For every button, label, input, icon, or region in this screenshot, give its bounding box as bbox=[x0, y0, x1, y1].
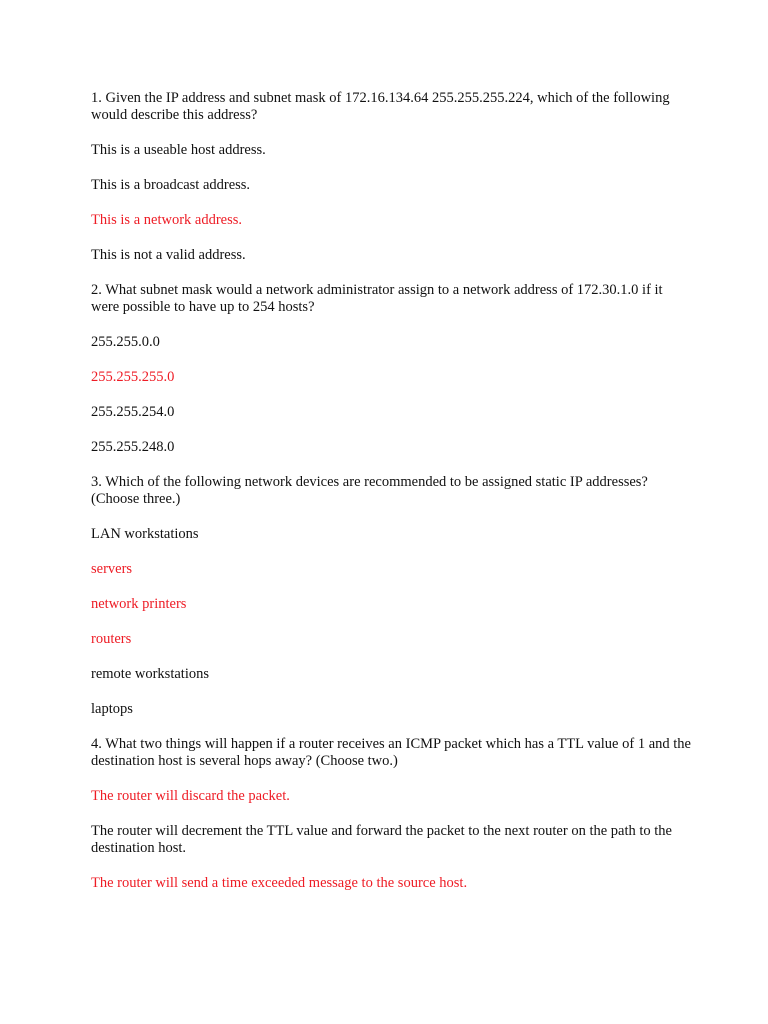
answer-option: 255.255.254.0 bbox=[91, 404, 175, 420]
question-text: 1. Given the IP address and subnet mask of 172.16.134.64 255.255.255.224, which of the following would describe this address? bbox=[91, 90, 670, 123]
answer-option: laptops bbox=[91, 701, 133, 717]
correct-answer-option: The router will send a time exceeded message to the source host. bbox=[91, 875, 468, 891]
question-block-2 bbox=[91, 282, 691, 456]
answer-option: This is a broadcast address. bbox=[91, 177, 251, 193]
correct-answer-option: The router will discard the packet. bbox=[91, 788, 290, 804]
question-block-1 bbox=[91, 90, 691, 264]
correct-answer-option: network printers bbox=[91, 596, 187, 612]
answer-option: This is not a valid address. bbox=[91, 247, 246, 263]
correct-answer-option: 255.255.255.0 bbox=[91, 369, 175, 385]
answer-option: remote workstations bbox=[91, 666, 209, 682]
question-block-4 bbox=[91, 736, 691, 892]
correct-answer-option: routers bbox=[91, 631, 132, 647]
document-page bbox=[91, 90, 691, 910]
answer-option: LAN workstations bbox=[91, 526, 199, 542]
question-block-3 bbox=[91, 474, 691, 718]
question-text: 3. Which of the following network devices are recommended to be assigned static IP addresses? (Choose three.) bbox=[91, 474, 648, 507]
correct-answer-option: This is a network address. bbox=[91, 212, 243, 228]
correct-answer-option: servers bbox=[91, 561, 133, 577]
answer-option: The router will decrement the TTL value and forward the packet to the next router on the path to the destination host. bbox=[91, 823, 672, 856]
answer-option: 255.255.0.0 bbox=[91, 334, 160, 350]
question-text: 4. What two things will happen if a router receives an ICMP packet which has a TTL value of 1 and the destination host is several hops away? (Choose two.) bbox=[91, 736, 691, 769]
answer-option: This is a useable host address. bbox=[91, 142, 266, 158]
answer-option: 255.255.248.0 bbox=[91, 439, 175, 455]
question-text: 2. What subnet mask would a network administrator assign to a network address of 172.30.1.0 if it were possible to have up to 254 hosts? bbox=[91, 282, 663, 315]
